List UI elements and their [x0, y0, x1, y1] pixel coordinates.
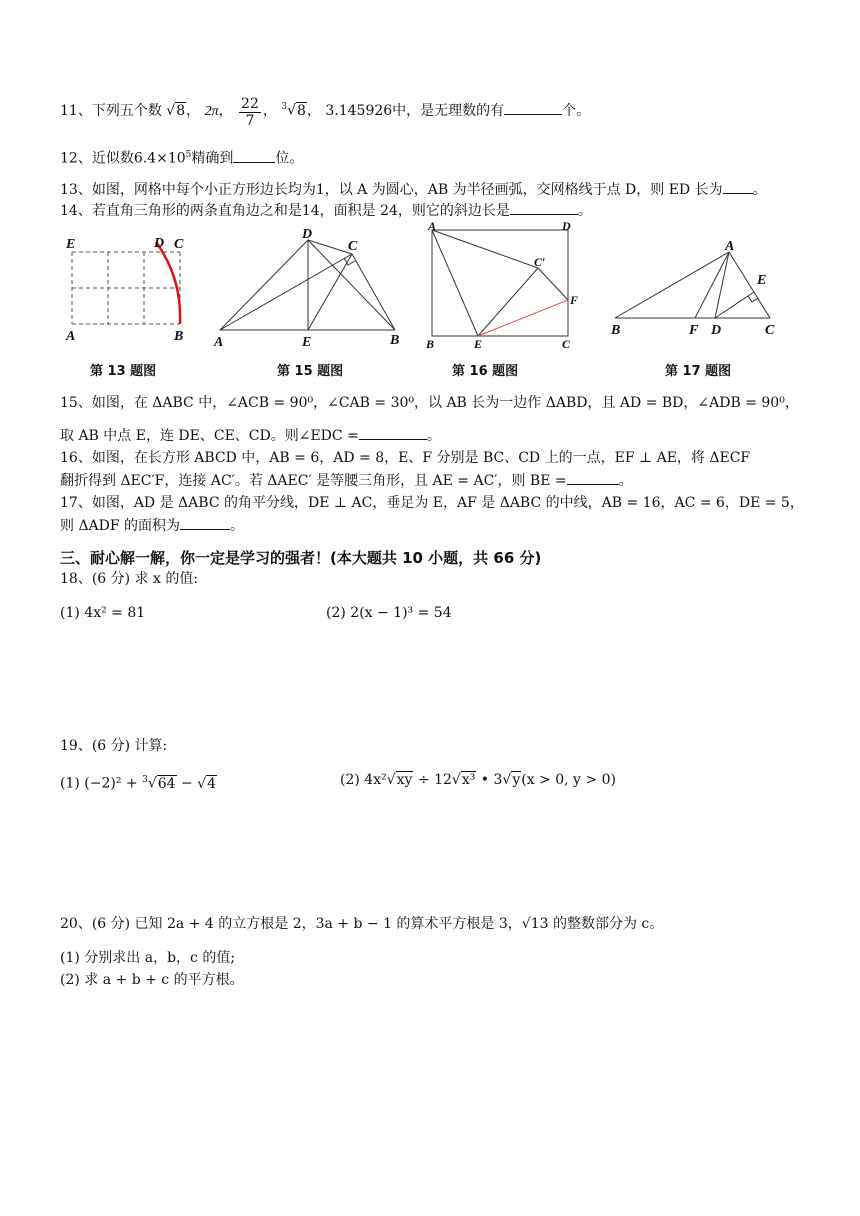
question-20-part2: (2) 求 a + b + c 的平方根。	[60, 972, 244, 988]
svg-text:D: D	[302, 227, 313, 242]
question-15-line1: 15、如图，在 ΔABC 中，∠ACB = 90⁰，∠CAB = 30⁰，以 AB 长为一边作 ΔABD，且 AD = BD，∠ADB = 90⁰，	[60, 395, 799, 411]
svg-text:D: D	[562, 219, 571, 233]
question-19-part2: (2) 4x²√xy ÷ 12√x³ • 3√y(x > 0, y > 0)	[340, 772, 616, 788]
svg-text:E: E	[757, 273, 767, 288]
answer-blank[interactable]	[359, 425, 427, 440]
svg-text:D: D	[154, 236, 165, 251]
question-18-title: 18、(6 分) 求 x 的值:	[60, 571, 199, 587]
svg-text:B: B	[390, 333, 400, 348]
caption-fig15: 第 15 题图	[277, 364, 344, 379]
figure-13	[60, 228, 210, 348]
svg-text:F: F	[689, 323, 699, 338]
svg-text:C′: C′	[534, 255, 546, 269]
question-16-line1: 16、如图，在长方形 ABCD 中，AB = 6，AD = 8，E、F 分别是 BC、CD 上的一点，EF ⊥ AE，将 ΔECF	[60, 450, 751, 466]
svg-text:A: A	[66, 329, 76, 344]
fraction-22-7: $\frac{22}{7}$	[241, 96, 259, 129]
figure-15	[210, 222, 410, 352]
svg-text:C: C	[562, 337, 571, 351]
question-18-part2: (2) 2(x − 1)³ = 54	[326, 605, 452, 621]
caption-fig13: 第 13 题图	[90, 364, 157, 379]
svg-text:D: D	[711, 323, 722, 338]
svg-text:E: E	[474, 337, 483, 351]
svg-text:B: B	[426, 337, 435, 351]
question-19-part1: (1) (−2)² + $^3$√64 − √4	[60, 775, 217, 792]
caption-fig16: 第 16 题图	[452, 364, 519, 379]
figure-16	[420, 218, 590, 354]
figure-17	[605, 232, 790, 342]
answer-blank[interactable]	[233, 148, 275, 163]
question-18-part1: (1) 4x² = 81	[60, 605, 146, 621]
svg-text:E: E	[66, 237, 76, 252]
question-15-line2: 取 AB 中点 E，连 DE、CE、CD。则∠EDC = 。	[60, 425, 441, 446]
svg-text:B: B	[174, 329, 184, 344]
question-12: 12、近似数$6.4\times 10^5$精确到 位。	[60, 145, 303, 169]
svg-text:F: F	[570, 293, 579, 307]
question-20-part1: (1) 分别求出 a，b，c 的值;	[60, 950, 236, 966]
svg-text:C: C	[174, 237, 184, 252]
answer-blank[interactable]	[510, 200, 578, 215]
answer-blank[interactable]	[567, 470, 619, 485]
question-17-line2: 则 ΔADF 的面积为 。	[60, 515, 244, 536]
svg-text:A: A	[725, 239, 735, 254]
question-17-line1: 17、如图，AD 是 ΔABC 的角平分线，DE ⊥ AC，垂足为 E，AF 是 ΔABC 的中线，AB = 16，AC = 6，DE = 5，	[60, 495, 804, 511]
svg-text:B: B	[611, 323, 621, 338]
svg-text:C: C	[765, 323, 775, 338]
answer-blank[interactable]	[180, 515, 230, 530]
svg-text:A: A	[428, 219, 437, 233]
svg-text:A: A	[214, 335, 224, 350]
section-3-header: 三、耐心解一解，你一定是学习的强者！(本大题共 10 小题，共 66 分)	[60, 549, 542, 567]
caption-fig17: 第 17 题图	[665, 364, 732, 379]
svg-text:C: C	[348, 239, 358, 254]
question-13: 13、如图，网格中每个小正方形边长均为1，以 A 为圆心，AB 为半径画弧，交网格线于点 D，则 ED 长为 。	[60, 179, 767, 200]
question-16-line2: 翻折得到 ΔEC′F，连接 AC′。若 ΔAEC′ 是等腰三角形，且 AE = AC′，则 BE = 。	[60, 470, 633, 491]
answer-blank[interactable]	[504, 100, 562, 115]
question-20-title: 20、(6 分) 已知 2a + 4 的立方根是 2，3a + b − 1 的算术平方根是 3，√13 的整数部分为 c。	[60, 916, 664, 932]
svg-text:E: E	[302, 335, 312, 350]
answer-blank[interactable]	[723, 179, 753, 194]
arc	[156, 242, 180, 324]
question-14: 14、若直角三角形的两条直角边之和是14，面积是 24，则它的斜边长是 。	[60, 200, 592, 221]
question-11: 11、下列五个数 √8， 2π， $\frac{22}{7}$ ， $^3$√8， 3.145926中，是无理数的有 个。	[60, 96, 591, 129]
question-19-title: 19、(6 分) 计算:	[60, 738, 168, 754]
